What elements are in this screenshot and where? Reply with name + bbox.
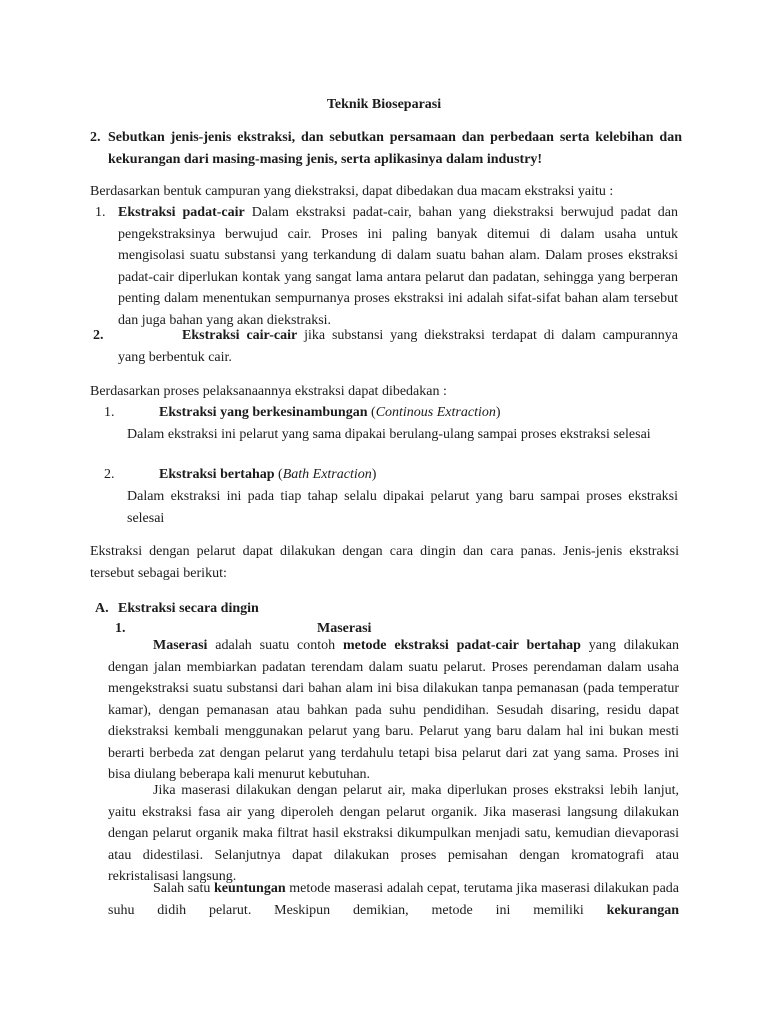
question-block — [90, 127, 682, 170]
text: metode maserasi adalah cepat, terutama jika maserasi dilakukan pada suhu didih pelarut. Meskipun demikian, metode ini memiliki — [108, 881, 679, 918]
term: Ekstraksi padat-cair — [118, 205, 245, 220]
page-title: Teknik Bioseparasi — [326, 97, 442, 112]
text: yang dilakukan dengan jalan membiarkan padatan terendam dalam suatu pelarut. Proses perendaman dalam usaha mengekstraksi suatu substansi dari bahan alam ini bisa dilakukan tanpa pemanasan (pada temperatur kamar), dengan pemanasan atau bahkan pada suhu pendidihan. Sesudah disaring, residu dapat diekstraksi kembali menggunakan pelarut yang baru. Pelarut yang baru dalam hal ini bukan mesti berarti berbeda zat dengan pelarut yang terdahulu tetapi bisa pelarut dari zat yang sama. Proses ini bisa diulang beberapa kali menurut kebutuhan. — [108, 638, 680, 782]
paren: ( — [274, 467, 283, 482]
list-number: 1. — [104, 405, 115, 420]
paren: ) — [371, 467, 377, 482]
english-term: Continous Extraction — [375, 405, 496, 420]
list-number: 1. — [95, 205, 106, 220]
subsection-number: 1. — [115, 621, 126, 636]
section2-item-2-heading — [159, 464, 679, 486]
term: Maserasi — [153, 638, 208, 653]
section3-paragraph: Ekstraksi dengan pelarut dapat dilakukan dengan cara dingin dan cara panas. Jenis-jenis ekstraksi tersebut sebagai berikut: — [90, 544, 679, 581]
maserasi-paragraph-3 — [108, 878, 679, 921]
term: keuntungan — [214, 881, 286, 896]
section1-item-2-text — [118, 325, 678, 368]
section2-item-2-desc: Dalam ekstraksi ini pada tiap tahap selalu dipakai pelarut yang baru sampai proses ekstraksi selesai — [127, 489, 678, 526]
question-number: 2. — [90, 130, 101, 145]
english-term: Bath Extraction — [282, 467, 372, 482]
paren: ) — [495, 405, 501, 420]
term: metode ekstraksi padat-cair bertahap — [342, 638, 581, 653]
subsection-heading: Maserasi — [317, 621, 372, 636]
maserasi-paragraph-1 — [108, 635, 679, 786]
list-number: 2. — [104, 467, 115, 482]
list-number: 2. — [93, 328, 104, 343]
section2-item-1-desc: Dalam ekstraksi ini pelarut yang sama dipakai berulang-ulang sampai proses ekstraksi selesai — [127, 427, 651, 442]
text: Salah satu — [153, 881, 215, 896]
maserasi-paragraph-2: Jika maserasi dilakukan dengan pelarut air, maka diperlukan proses ekstraksi lebih lanjut, yaitu ekstraksi fasa air yang diperoleh dengan pelarut organik. Jika maserasi langsung dilakukan dengan pelarut organik maka filtrat hasil ekstraksi dikumpulkan menjadi satu, kemudian dievaporasi atau didestilasi. Selanjutnya dapat dilakukan proses pemisahan dengan kromatografi atau rekristalisasi langsung. — [108, 783, 679, 884]
description: Dalam ekstraksi padat-cair, bahan yang diekstraksi berwujud padat dan pengekstraksinya berwujud cair. Proses ini paling banyak ditemui di dalam usaha untuk mengisolasi suatu substansi yang terkandung di dalam suatu bahan alam. Dalam proses ekstraksi padat-cair diperlukan kontak yang sangat lama antara pelarut dan padatan, sehingga yang berperan penting dalam menentukan sempurnanya proses ekstraksi ini adalah sifat-sifat bahan alam tersebut dan juga bahan yang akan diekstraksi. — [118, 205, 678, 328]
section2-item-1-heading — [159, 402, 679, 424]
term: Ekstraksi cair-cair — [182, 328, 298, 343]
question-text: Sebutkan jenis-jenis ekstraksi, dan sebutkan persamaan dan perbedaan serta kelebihan dan kekurangan dari masing-masing jenis, serta aplikasinya dalam industry! — [108, 130, 682, 167]
section1-item-1-text — [118, 202, 678, 331]
paren: ( — [367, 405, 376, 420]
section2-intro: Berdasarkan proses pelaksanaannya ekstraksi dapat dibedakan : — [90, 384, 447, 399]
section-a-label: A. — [95, 601, 109, 616]
section1-intro: Berdasarkan bentuk campuran yang diekstraksi, dapat dibedakan dua macam ekstraksi yaitu : — [90, 184, 614, 199]
term: Ekstraksi bertahap — [159, 467, 275, 482]
text: adalah suatu contoh — [207, 638, 343, 653]
term: kekurangan — [606, 902, 679, 918]
term: Ekstraksi yang berkesinambungan — [159, 405, 368, 420]
description: jika substansi yang diekstraksi terdapat di dalam campurannya yang berbentuk cair. — [118, 328, 678, 365]
section-a-heading: Ekstraksi secara dingin — [118, 601, 259, 616]
